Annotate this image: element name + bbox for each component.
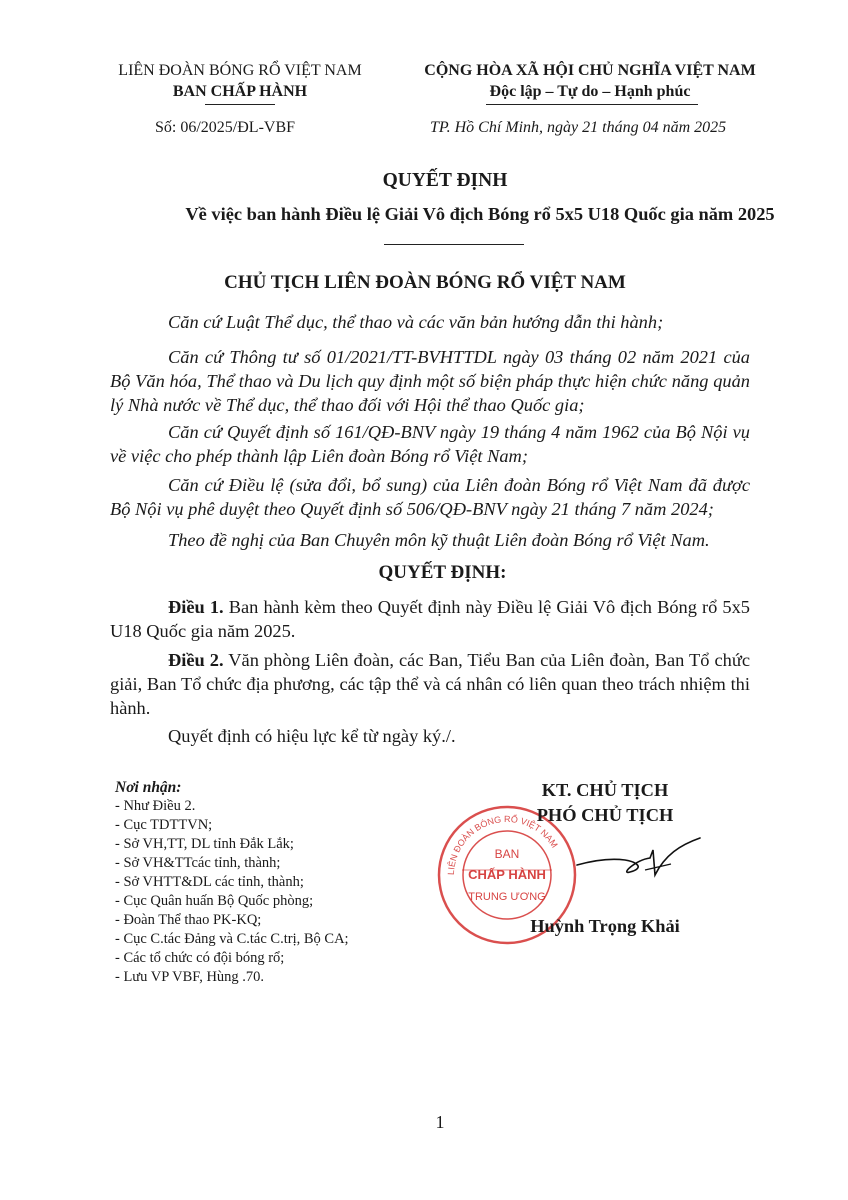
- basis-2-text: Căn cứ Thông tư số 01/2021/TT-BVHTTDL ngày 03 tháng 02 năm 2021 của Bộ Văn hóa, Thể thao và Du lịch quy định một số biện pháp thực hiện chức năng quản lý Nhà nước về Thể dục, thể thao đối với Hội thể thao Quốc gia;: [110, 347, 750, 415]
- org-header: [95, 60, 385, 102]
- signature-block: [485, 778, 725, 828]
- authority-heading: CHỦ TỊCH LIÊN ĐOÀN BÓNG RỔ VIỆT NAM: [224, 272, 626, 293]
- article-2-label: Điều 2.: [168, 650, 224, 670]
- doc-number: Số: 06/2025/ĐL-VBF: [155, 119, 296, 136]
- basis-3: [110, 420, 750, 468]
- recipient-item: - Lưu VP VBF, Hùng .70.: [115, 969, 265, 985]
- recipient-item: - Sở VH&TTcác tỉnh, thành;: [115, 855, 281, 871]
- recipient-item: - Các tổ chức có đội bóng rổ;: [115, 950, 285, 966]
- signature-title-2: PHÓ CHỦ TỊCH: [536, 805, 674, 825]
- stamp-line-2: CHẤP HÀNH: [468, 867, 546, 882]
- decision-heading: QUYẾT ĐỊNH:: [378, 562, 507, 583]
- basis-1: [110, 310, 750, 334]
- recipients-list: [115, 778, 415, 987]
- recipient-item: - Cục C.tác Đảng và C.tác C.trị, Bộ CA;: [115, 931, 349, 947]
- basis-5: [110, 528, 750, 552]
- signature-title-1: KT. CHỦ TỊCH: [541, 780, 669, 800]
- org-name: LIÊN ĐOÀN BÓNG RỔ VIỆT NAM: [118, 62, 362, 79]
- place-date: TP. Hồ Chí Minh, ngày 21 tháng 04 năm 2025: [430, 119, 727, 136]
- article-1-label: Điều 1.: [168, 597, 224, 617]
- recipient-item: - Như Điều 2.: [115, 798, 196, 814]
- recipient-item: - Sở VH,TT, DL tỉnh Đắk Lắk;: [115, 836, 294, 852]
- basis-3-text: Căn cứ Quyết định số 161/QĐ-BNV ngày 19 tháng 4 năm 1962 của Bộ Nội vụ về việc cho phép thành lập Liên đoàn Bóng rổ Việt Nam;: [110, 422, 750, 466]
- article-1: [110, 595, 750, 643]
- basis-4: [110, 473, 750, 521]
- signer-name: Huỳnh Trọng Khải: [530, 916, 680, 936]
- effective-clause: [110, 724, 750, 748]
- article-2: [110, 648, 750, 720]
- article-1-text: Ban hành kèm theo Quyết định này Điều lệ Giải Vô địch Bóng rổ 5x5 U18 Quốc gia năm 2025.: [110, 597, 750, 641]
- basis-4-text: Căn cứ Điều lệ (sửa đổi, bổ sung) của Liên đoàn Bóng rổ Việt Nam đã được Bộ Nội vụ phê duyệt theo Quyết định số 506/QĐ-BNV ngày 21 tháng 7 năm 2024;: [110, 475, 750, 519]
- recipient-item: - Sở VHTT&DL các tỉnh, thành;: [115, 874, 304, 890]
- stamp-line-3: TRUNG ƯƠNG: [468, 891, 546, 903]
- motto-underline: [486, 104, 698, 105]
- org-unit: BAN CHẤP HÀNH: [172, 83, 308, 100]
- document-title: QUYẾT ĐỊNH: [382, 170, 508, 191]
- article-2-text: Văn phòng Liên đoàn, các Ban, Tiểu Ban của Liên đoàn, Ban Tổ chức giải, Ban Tổ chức địa phương, các tập thể và cá nhân có liên quan theo trách nhiệm thi hành.: [110, 650, 750, 718]
- nation-name: CỘNG HÒA XÃ HỘI CHỦ NGHĨA VIỆT NAM: [424, 62, 756, 79]
- recipient-item: - Cục TDTTVN;: [115, 817, 213, 833]
- basis-2: [110, 345, 750, 417]
- stamp-line-1: BAN: [494, 847, 520, 861]
- org-underline: [205, 104, 275, 105]
- nation-header: [395, 60, 785, 102]
- nation-motto: Độc lập – Tự do – Hạnh phúc: [489, 83, 691, 100]
- recipient-item: - Đoàn Thể thao PK-KQ;: [115, 912, 262, 928]
- recipients-heading: Nơi nhận:: [115, 779, 182, 796]
- basis-1-text: Căn cứ Luật Thể dục, thể thao và các văn bản hướng dẫn thi hành;: [168, 312, 664, 332]
- page-number: 1: [435, 1112, 445, 1132]
- document-subject: Về việc ban hành Điều lệ Giải Vô địch Bóng rổ 5x5 U18 Quốc gia năm 2025: [185, 204, 775, 224]
- handwritten-signature: [575, 830, 705, 885]
- basis-5-text: Theo đề nghị của Ban Chuyên môn kỹ thuật Liên đoàn Bóng rổ Việt Nam.: [168, 530, 710, 550]
- title-divider: [384, 244, 524, 245]
- effective-text: Quyết định có hiệu lực kể từ ngày ký./.: [168, 726, 456, 746]
- recipient-item: - Cục Quân huấn Bộ Quốc phòng;: [115, 893, 314, 909]
- stamp-outer-text: LIÊN ĐOÀN BÓNG RỔ VIỆT NAM: [445, 813, 560, 876]
